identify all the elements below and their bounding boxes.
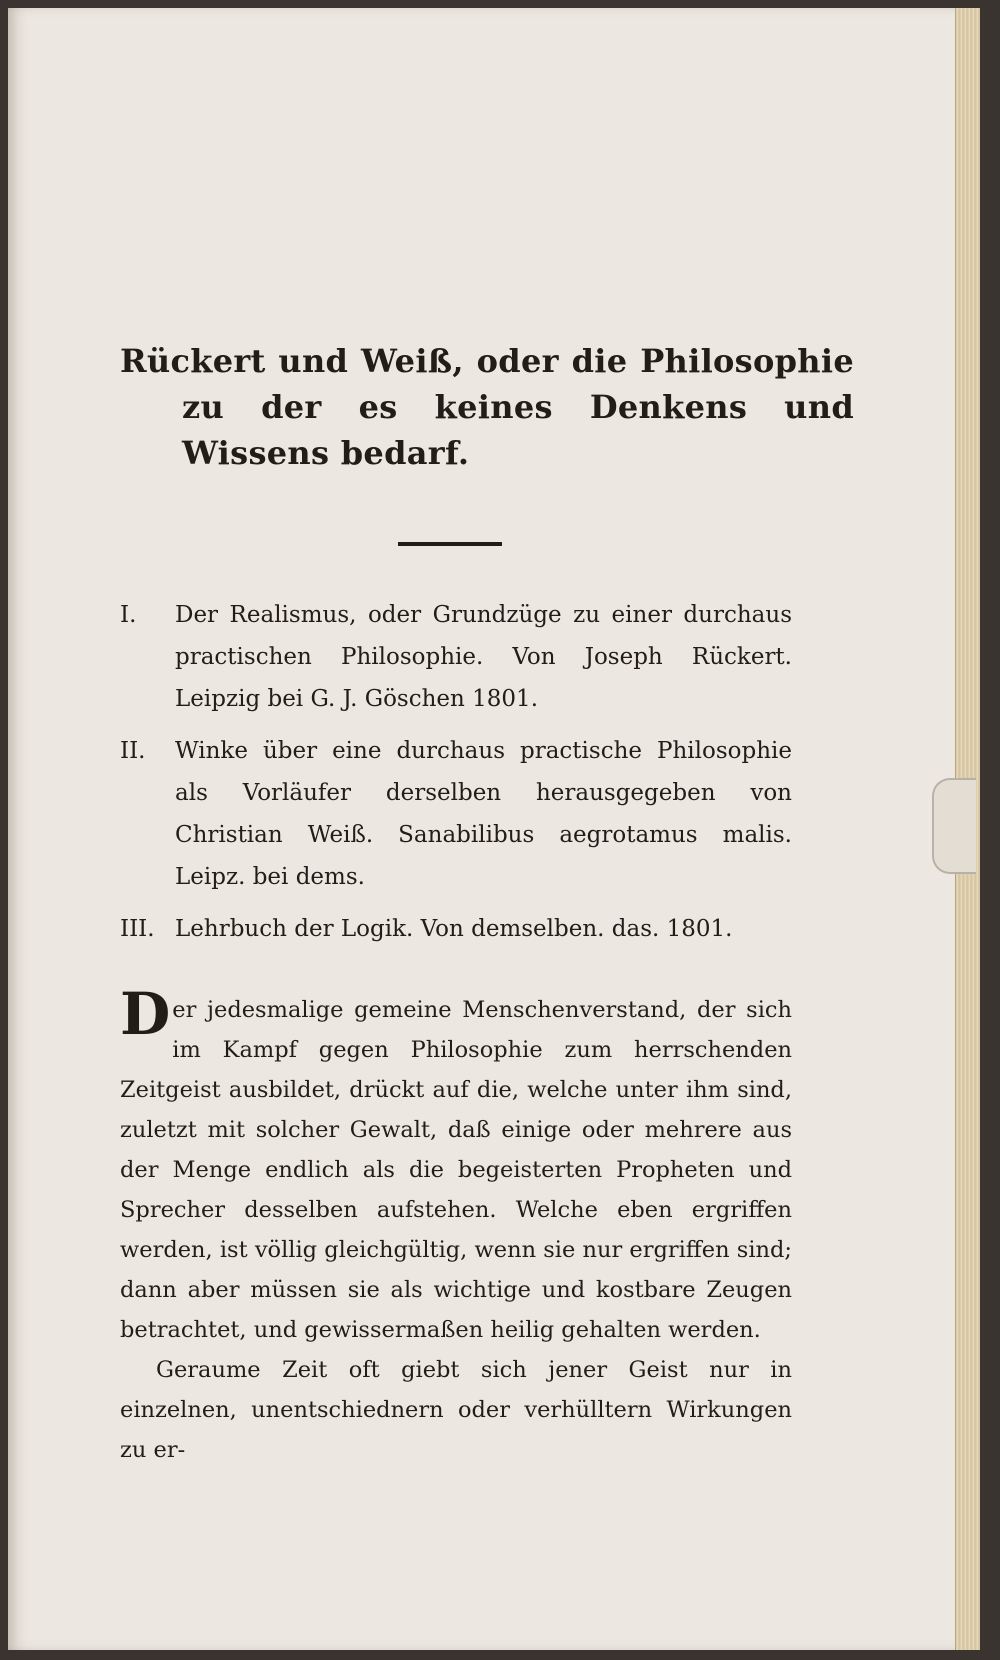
- title-divider: [398, 542, 502, 546]
- paragraph-1: [120, 980, 792, 1350]
- bibliography-list: [120, 594, 792, 960]
- bibliography-item: [120, 908, 792, 950]
- paragraph-1-text: er jedesmalige gemeine Menschenverstand, der sich im Kampf gegen Philosophie zum herrschenden Zeitgeist ausbildet, drückt auf die, welche unter ihm sind, zuletzt mit solcher Gewalt, daß einige oder mehrere aus der Menge endlich als die begeisterten Propheten und Sprecher desselben aufstehen. Welche eben ergriffen werden, ist völlig gleichgültig, wenn sie nur ergriffen sind; dann aber müssen sie als wichtige und kostbare Zeugen betrachtet, und gewissermaßen heilig gehalten werden.: [120, 997, 792, 1343]
- bibliography-item: [120, 594, 792, 720]
- bibliography-number: I.: [120, 602, 137, 628]
- bibliography-item: [120, 730, 792, 898]
- bibliography-text: Lehrbuch der Logik. Von demselben. das. 1801.: [175, 916, 733, 942]
- bibliography-text: Winke über eine durchaus practische Philosophie als Vorläufer derselben herausgegeben von Christian Weiß. Sanabilibus aegrotamus malis. Leipz. bei dems.: [175, 738, 792, 890]
- paragraph-2: Geraume Zeit oft giebt sich jener Geist nur in einzelnen, unentschiednern oder verhülltern Wirkungen zu er-: [120, 1357, 792, 1463]
- bibliography-text: Der Realismus, oder Grundzüge zu einer durchaus practischen Philosophie. Von Joseph Rückert. Leipzig bei G. J. Göschen 1801.: [175, 602, 792, 712]
- body-text: [120, 980, 792, 1470]
- book-page: [8, 8, 980, 1650]
- bibliography-number: III.: [120, 916, 155, 942]
- page-tab-marker: [932, 778, 976, 874]
- bibliography-number: II.: [120, 738, 146, 764]
- article-title: Rückert und Weiß, oder die Philosophie zu der es keines Denkens und Wissens bedarf.: [120, 342, 854, 472]
- drop-cap: D: [120, 980, 171, 1048]
